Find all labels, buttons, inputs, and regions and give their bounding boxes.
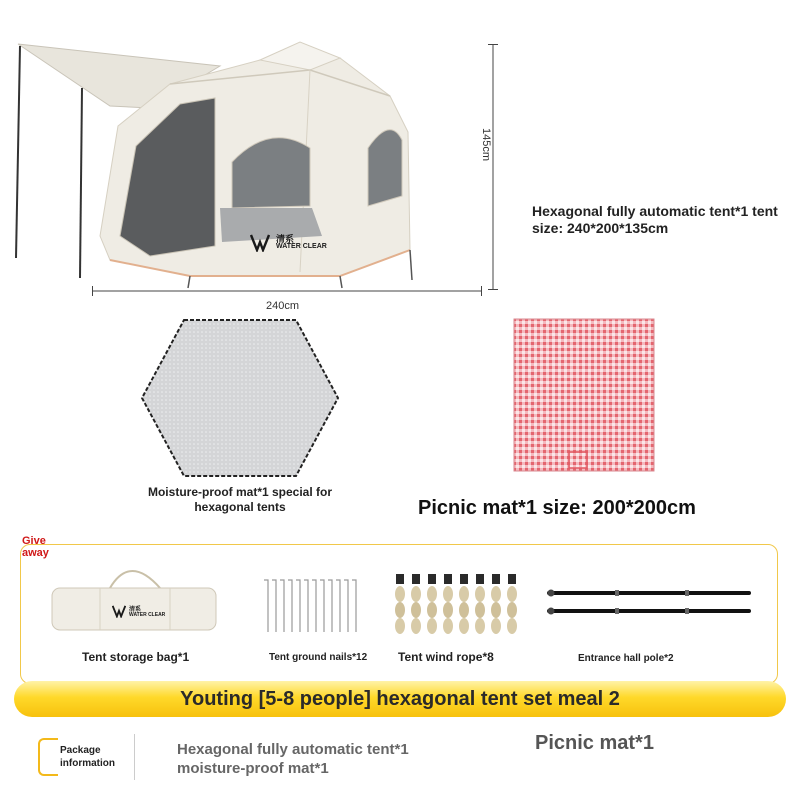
set-title-bar: Youting [5-8 people] hexagonal tent set meal 2 (14, 681, 786, 717)
storage-bag-label: Tent storage bag*1 (82, 650, 190, 664)
package-label: Package information (60, 745, 115, 769)
ground-nails-label: Tent ground nails*12 (269, 652, 368, 663)
wind-ropes-image (392, 572, 524, 638)
moisture-mat-image (140, 318, 340, 478)
picnic-mat-image (513, 318, 655, 472)
hall-pole-label: Entrance hall pole*2 (578, 653, 674, 664)
height-label: 145cm (480, 128, 492, 162)
bag-brand-logo-icon (112, 605, 126, 618)
package-contents: Hexagonal fully automatic tent*1 moisture-proof mat*1 (177, 741, 409, 777)
tent-logo (250, 232, 360, 256)
bag-logo (112, 604, 182, 622)
giveaway-label: Give away (22, 535, 49, 559)
brand-name-en: WATER CLEAR (276, 243, 327, 250)
hall-poles-image (545, 584, 755, 624)
width-label: 240cm (266, 300, 300, 312)
bag-brand-cn: 清系 (129, 607, 142, 613)
tent-image (10, 36, 490, 296)
package-extra-item: Picnic mat*1 (535, 732, 654, 754)
brand-logo-icon (250, 234, 270, 252)
tent-description: Hexagonal fully automatic tent*1 tent size: 240*200*135cm (532, 203, 778, 236)
brand-name-cn: 清系 (276, 234, 295, 244)
ground-nails-image (260, 578, 360, 634)
height-dimension-line (488, 44, 498, 290)
bag-brand-en: WATER CLEAR (129, 612, 166, 618)
package-divider (134, 734, 135, 780)
width-dimension-line (92, 286, 482, 296)
picnic-mat-caption: Picnic mat*1 size: 200*200cm (418, 497, 696, 519)
moisture-mat-caption: Moisture-proof mat*1 special for hexagonal tents (147, 485, 333, 514)
package-icon (38, 738, 58, 776)
wind-rope-label: Tent wind rope*8 (398, 650, 494, 664)
